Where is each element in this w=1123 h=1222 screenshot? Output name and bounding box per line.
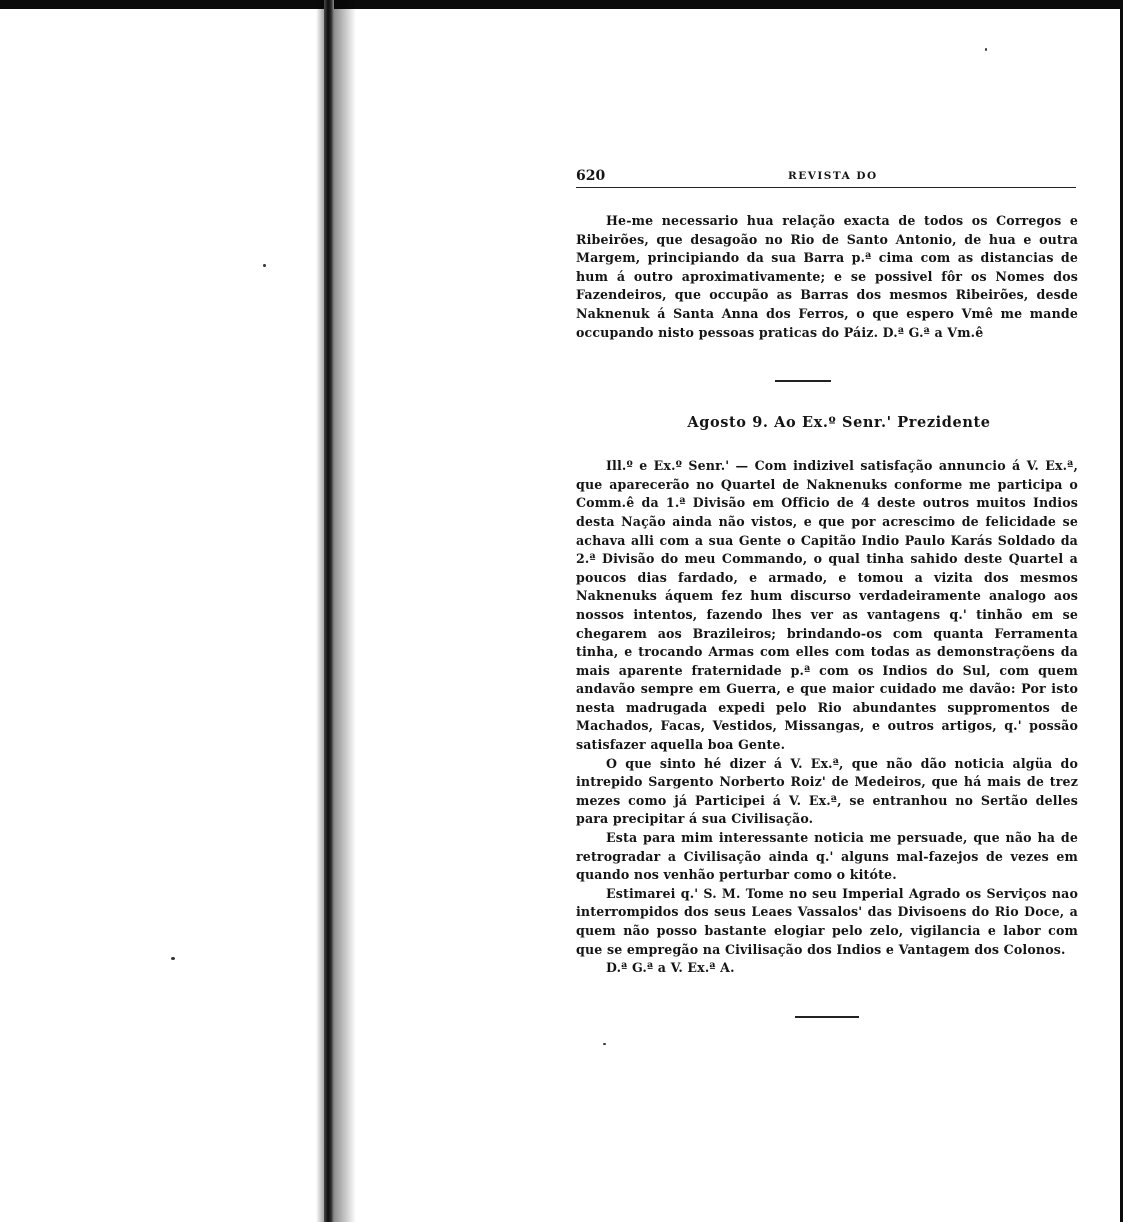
section-divider bbox=[775, 380, 831, 382]
gutter-edge bbox=[334, 0, 356, 1222]
dust-speck bbox=[985, 48, 987, 51]
gutter-shadow bbox=[316, 0, 324, 1222]
letter-1-paragraph: He-me necessario hua relação exacta de todos os Corregos e Ribeirões, que desagoão no Rio de Santo Antonio, de hua e outra Margem, principiando da sua Barra p.ª cima com as distancias de hum á outro aproximativamente; e se possivel fôr os Nomes dos Fazendeiros, que occupão as Barras dos mesmos Ribeirões, desde Naknenuk á Santa Anna dos Ferros, o que espero Vmê me mande occupando nisto pessoas praticas do Páiz. D.ª G.ª a Vm.ê bbox=[576, 213, 1078, 340]
header-rule bbox=[576, 187, 1076, 188]
letter-2-paragraph: Estimarei q.' S. M. Tome no seu Imperial Agrado os Serviços nao interrompidos dos seus Leaes Vassalos' das Divisoens do Rio Doce, a quem não posso bastante elogiar pelo zelo, vigilancia e labor com que se empregão na Civilisação dos Indios e Vantagem dos Colonos. bbox=[576, 885, 1078, 957]
letter-2-paragraph: Ill.º e Ex.º Senr.' — Com indizivel satisfação annuncio á V. Ex.ª, que aparecerão no Quartel de Naknenuks conforme me participa o Comm.ê da 1.ª Divisão em Officio de 4 deste outros muitos Indios desta Nação ainda não vistos, e que por acrescimo de felicidade se achava alli com a sua Gente o Capitão Indio Paulo Karás Soldado da 2.ª Divisão do meu Commando, o qual tinha sahido deste Quartel a poucos dias fardado, e armado, e tomou a vizita dos mesmos Naknenuks áquem fez hum discurso verdadeiramente analogo aos nossos intentos, fazendo lhes ver as vantagens q.' tinhão em se chegarem aos Brazileiros; brindando-os com quanta Ferramenta tinha, e trocando Armas com elles com todas as demonstraçõens da mais aparente fraternidade p.ª com os Indios do Sul, com quem andavão sempre em Guerra, e que maior cuidado me davão: Por isto nesta madrugada expedi pelo Rio abundantes suppromentos de Machados, Facas, Vestidos, Missangas, e outros artigos, q.' possão satisfazer aquella boa Gente. bbox=[576, 458, 1078, 753]
end-divider bbox=[795, 1016, 859, 1018]
letter-1 bbox=[576, 212, 1078, 342]
letter-2-heading: Agosto 9. Ao Ex.º Senr.' Prezidente bbox=[687, 414, 991, 432]
letter-2-paragraph: O que sinto hé dizer á V. Ex.ª, que não dão noticia algüa do intrepido Sargento Norberto Roiz' de Medeiros, que há mais de trez mezes como já Participei á V. Ex.ª, se entranhou no Sertão delles para precipitar á sua Civilisação. bbox=[576, 755, 1078, 827]
book-gutter bbox=[316, 0, 356, 1222]
scan-top-edge bbox=[0, 0, 1123, 9]
running-title: REVISTA DO bbox=[788, 170, 878, 182]
running-head bbox=[576, 164, 1078, 186]
gutter-binding bbox=[324, 0, 334, 1222]
dust-speck bbox=[171, 957, 175, 960]
letter-2-closing: D.ª G.ª a V. Ex.ª A. bbox=[606, 960, 735, 976]
letter-2 bbox=[576, 457, 1078, 978]
dust-speck bbox=[603, 1043, 606, 1045]
dust-speck bbox=[263, 264, 266, 267]
page-number: 620 bbox=[576, 168, 606, 184]
letter-2-paragraph: Esta para mim interessante noticia me persuade, que não ha de retrogradar a Civilisação ainda q.' alguns mal-fazejos de vezes em quando nos venhão perturbar como o kitóte. bbox=[576, 830, 1078, 883]
text-page bbox=[576, 164, 1078, 1018]
